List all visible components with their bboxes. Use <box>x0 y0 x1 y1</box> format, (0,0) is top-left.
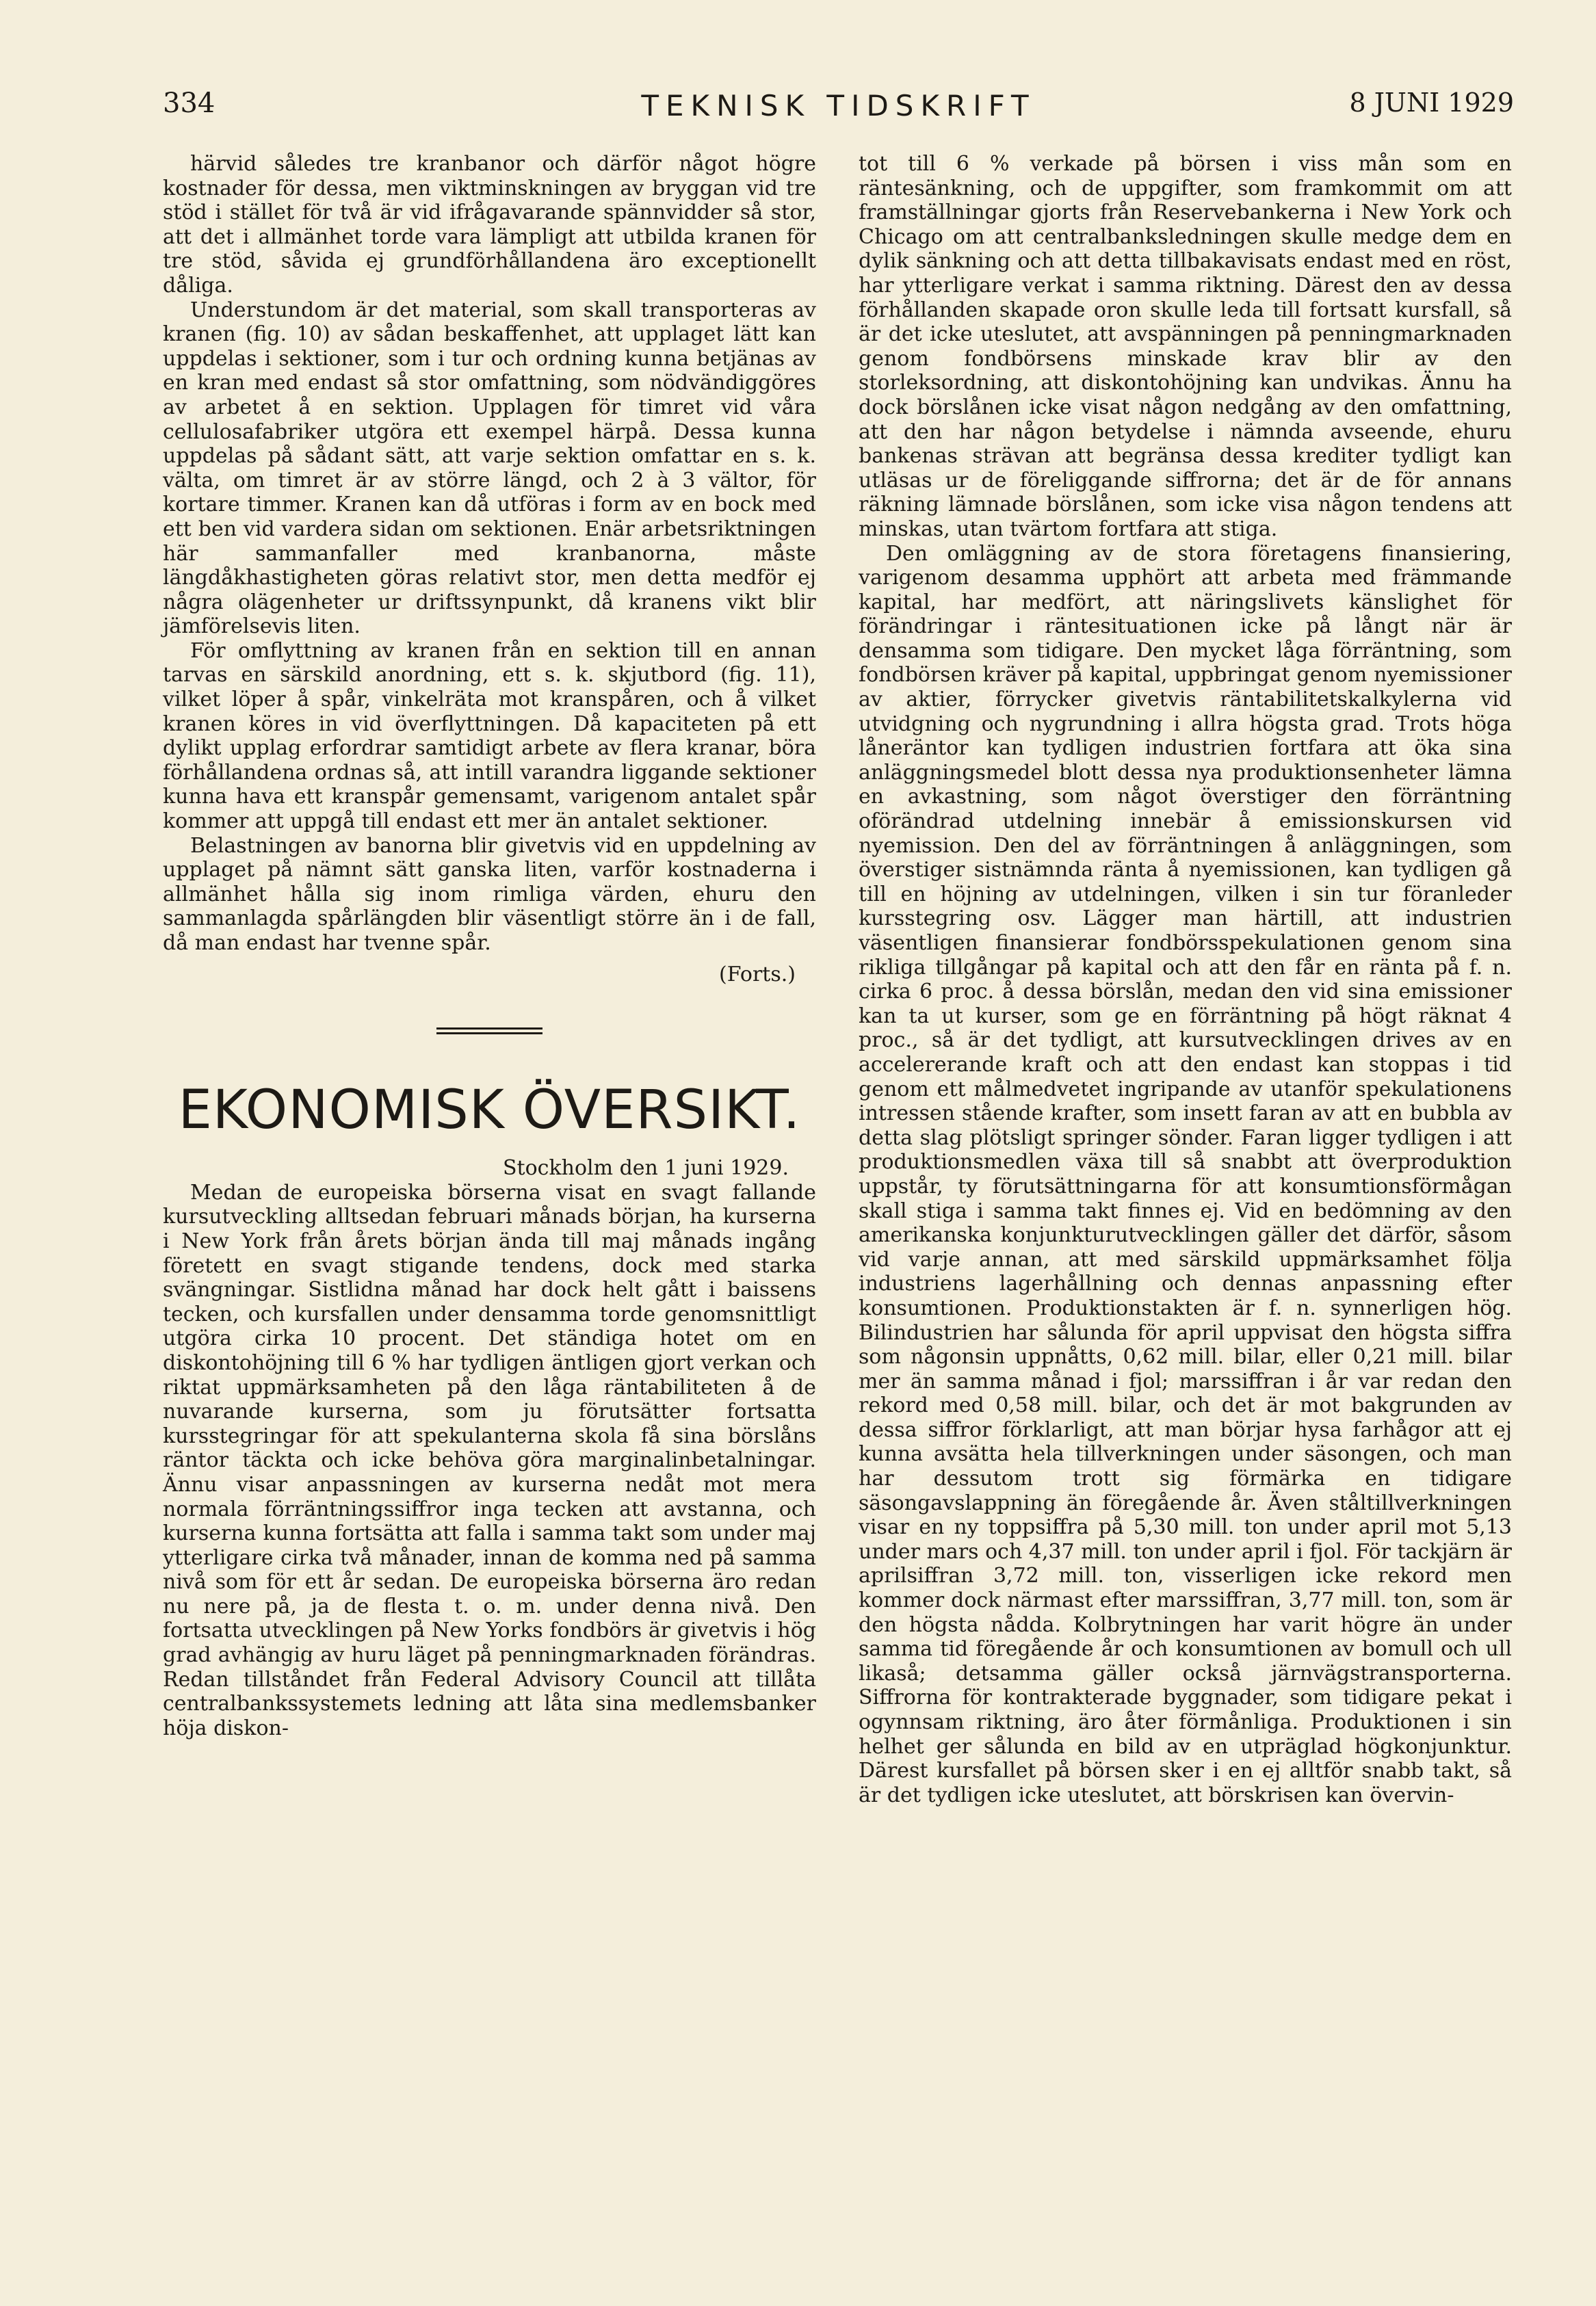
left-column <box>163 152 816 1740</box>
paragraph: härvid således tre kranbanor och därför något högre kostnader för dessa, men viktminskningen av bryggan vid tre stöd i stället för två är vid ifrågavarande spännvidder så stor, att det i allmänhet torde vara lämpligt att utbilda kranen för tre stöd, såvida ej grundförhållandena äro exceptionellt dåliga. <box>163 152 816 298</box>
dateline: Stockholm den 1 juni 1929. <box>502 1156 789 1181</box>
paragraph: Understundom är det material, som skall transporteras av kranen (fig. 10) av sådan beskaffenhet, att upplaget lätt kan uppdelas i sektioner, som i tur och ordning kunna betjänas av en kran med endast så stor omfattning, som nödvändiggöres av arbetet å en sektion. Upplagen för timret vid våra cellulosafabriker utgöra ett exempel härpå. Dessa kunna uppdelas på sådant sätt, att varje sektion omfattar en s. k. välta, om timret är av större längd, och 2 à 3 vältor, för kortare timmer. Kranen kan då utföras i form av en bock med ett ben vid vardera sidan om sektionen. Enär arbetsriktningen här sammanfaller med kranbanorna, måste längdåkhastigheten göras relativt stor, men detta medför ej några olägenheter ur driftssynpunkt, då kranens vikt blir jämförelsevis liten. <box>163 298 816 639</box>
continued-note: (Forts.) <box>719 962 796 986</box>
paragraph: För omflyttning av kranen från en sektion till en annan tarvas en särskild anordning, ett s. k. skjutbord (fig. 11), vilket löper å spår, vinkelräta mot kranspåren, och å vilket kranen köres in vid överflyttningen. Då kapaciteten på ett dylikt upplag erfordrar samtidigt arbete av flera kranar, böra förhållandena ordnas så, att intill varandra liggande sektioner kunna hava ett kranspår gemensamt, varigenom antalet spår kommer att uppgå till endast ett mer än antalet sektioner. <box>163 638 816 834</box>
issue-date: 8 JUNI 1929 <box>1349 88 1514 118</box>
page-header <box>163 83 1514 125</box>
paragraph: Den omläggning av de stora företagens finansiering, varigenom desamma upphört att arbeta med främmande kapital, har medfört, att näringslivets känslighet för förändringar i räntesituationen icke på långt när är densamma som tidigare. Den mycket låga förräntning, som fondbörsen kräver på kapital, uppbringat genom nyemissioner av aktier, förrycker givetvis räntabilitetskalkylerna vid utvidgning och nygrundning i allra högsta grad. Trots höga låneräntor kan tydligen industrien fortfara att öka sina anläggningsmedel blott dessa nya produktionsenheter lämna en avkastning, som något överstiger den förräntning oförändrad utdelning innebär å emissionskursen vid nyemission. Den del av förräntningen å anläggningen, som överstiger sistnämnda ränta å nyemissionen, kan tydligen gå till en höjning av utdelningen, vilken i sin tur föranleder kursstegring osv. Lägger man härtill, att industrien väsentligen finansierar fondbörsspekulationen genom sina rikliga tillgångar på kapital och att den får en ränta på f. n. cirka 6 proc. å dessa börslån, medan den vid sina emissioner kan ta ut kurser, som ge en förräntning på högt räknat 4 proc., så är det tydligt, att kursutvecklingen drives av en accelererande kraft och att den endast kan stoppas i tid genom ett målmedvetet ingripande av utanför spekulationens intressen stående krafter, som insett faran av att en bubbla av detta slag plötsligt springer sönder. Faran ligger tydligen i att produktionsmedlen växa till så snabbt att överproduktion uppstår, ty förutsättningarna för att konsumtionsförmågan skall stiga i samma takt finnes ej. Vid en bedömning av den amerikanska konjunkturutvecklingen gäller det därför, såsom vid varje annan, att med särskild uppmärksamhet följa industriens lagerhållning och dennas anpassning efter konsumtionen. Produktionstakten är f. n. synnerligen hög. Bilindustrien har sålunda för april uppvisat den högsta siffra som någonsin uppnåtts, 0,62 mill. bilar, eller 0,21 mill. bilar mer än samma månad i fjol; marssiffran i år var redan den rekord med 0,58 mill. bilar, och det är mot bakgrunden av dessa siffror förklarligt, att man börjar hysa farhågor att ej kunna avsätta hela tillverkningen under säsongen, och man har dessutom trott sig förmärka en tidigare säsongavslappning än föregående år. Även ståltillverkningen visar en ny toppsiffra på 5,30 mill. ton under april mot 5,13 under mars och 4,37 mill. ton under april i fjol. För tackjärn är aprilsiffran 3,72 mill. ton, visserligen icke rekord men kommer dock närmast efter marssiffran, 3,77 mill. ton, som är den högsta nådda. Kolbrytningen har varit högre än under samma tid föregående år och konsumtionen av bomull och ull likaså; detsamma gäller också järnvägstransporterna. Siffrorna för kontrakterade byggnader, som tidigare pekat i ogynnsam riktning, äro åter förmånliga. Produktionen i sin helhet ger sålunda en bild av en utpräglad högkonjunktur. Därest kursfallet på börsen sker i en ej alltför snabb takt, så är det tydligen icke uteslutet, att börskrisen kan övervin- <box>859 541 1512 1807</box>
section-divider <box>436 1027 542 1034</box>
publication-title: TEKNISK TIDSKRIFT <box>641 89 1036 122</box>
page-number: 334 <box>163 88 215 119</box>
section-title: EKONOMISK ÖVERSIKT. <box>178 1079 801 1142</box>
paragraph: tot till 6 % verkade på börsen i viss mån som en räntesänkning, och de uppgifter, som framkommit om att framställningar gjorts från Reservebankerna i New York och Chicago om att centralbanksledningen skulle medge dem en dylik sänkning och att detta tillbakavisats endast med en röst, har ytterligare verkat i samma riktning. Därest den av dessa förhållanden skapade oron skulle leda till fortsatt kursfall, så är det icke uteslutet, att avspänningen på penningmarknaden genom fondbörsens minskade krav blir av den storleksordning, att diskontohöjning kan undvikas. Ännu ha dock börslånen icke visat någon nedgång av den omfattning, att den har någon betydelse i nämnda avseende, ehuru bankenas strävan att begränsa dessa krediter tydligt kan utläsas ur de föreliggande siffrorna; det är de för annans räkning lämnade börslånen, som icke visa någon tendens att minskas, utan tvärtom fortfara att stiga. <box>859 152 1512 541</box>
paragraph: Belastningen av banorna blir givetvis vid en uppdelning av upplaget på nämnt sätt ganska liten, varför kostnaderna i allmänhet hålla sig inom rimliga värden, ehuru den sammanlagda spårlängden blir väsentligt större än i de fall, då man endast har tvenne spår. <box>163 833 816 955</box>
right-column <box>859 152 1512 1807</box>
paragraph: Medan de europeiska börserna visat en svagt fallande kursutveckling alltsedan februari månads början, ha kurserna i New York från årets början ända till maj månads ingång företett en svagt stigande tendens, dock med starka svängningar. Sistlidna månad har dock helt gått i baissens tecken, och kursfallen under densamma torde genomsnittligt utgöra cirka 10 procent. Det ständiga hotet om en diskontohöjning till 6 % har tydligen äntligen gjort verkan och riktat uppmärksamheten på den låga räntabiliteten å de nuvarande kurserna, som ju förutsätter fortsatta kursstegringar för att spekulanterna skola få sina börslåns räntor täckta och icke behöva göra marginalinbetalningar. Ännu visar anpassningen av kurserna nedåt mot mera normala förräntningssiffror inga tecken att avstanna, och kurserna kunna fortsätta att falla i samma takt som under maj ytterligare cirka två månader, innan de komma ned på samma nivå som för ett år sedan. De europeiska börserna äro redan nu nere på, ja de flesta t. o. m. under denna nivå. Den fortsatta utvecklingen på New Yorks fondbörs är givetvis i hög grad avhängig av huru läget på penningmarknaden förändras. Redan tillståndet från Federal Advisory Council att tillåta centralbankssystemets ledning att låta sina medlemsbanker höja diskon- <box>163 1180 816 1740</box>
